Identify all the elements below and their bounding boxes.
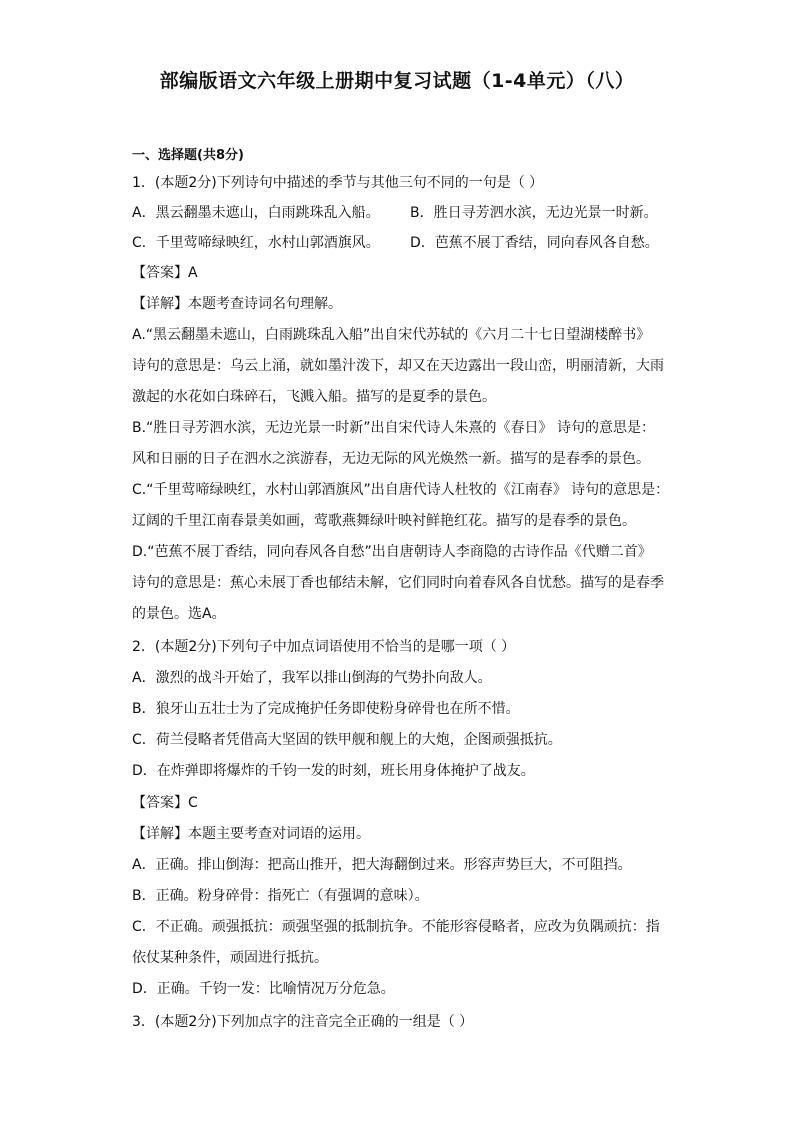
page-title: 部编版语文六年级上册期中复习试题（1-4单元）（八）	[159, 70, 635, 92]
question-1-explanation-line: C.“千里莺啼绿映红，水村山郭酒旗风”出自唐代诗人杜牧的《江南春》 诗句的意思是：	[132, 482, 670, 498]
question-1-explanation-line: 辽阔的千里江南春景美如画，莺歌燕舞绿叶映衬鲜艳红花。描写的是春季的景色。	[132, 513, 636, 529]
question-3-stem: 3．(本题2分)下列加点字的注音完全正确的一组是（ ）	[132, 1014, 474, 1030]
question-1-explanation-line: A.“黑云翻墨未遮山，白雨跳珠乱入船”出自宋代苏轼的《六月二十七日望湖楼醉书》	[132, 327, 651, 343]
question-2-option-a: A．激烈的战斗开始了，我军以排山倒海的气势扑向敌人。	[132, 670, 492, 686]
question-1-option-d: D．芭蕉不展丁香结，同向春风各自愁。	[410, 235, 659, 251]
question-1-explanation-line: 风和日丽的日子在泗水之滨游春，无边无际的风光焕然一新。描写的是春季的景色。	[132, 451, 650, 467]
question-1-stem: 1．(本题2分)下列诗句中描述的季节与其他三句不同的一句是（ ）	[132, 175, 544, 191]
question-2-explanation-line: C．不正确。顽强抵抗：顽强坚强的抵制抗争。不能形容侵略者，应改为负隅顽抗：指	[132, 919, 660, 935]
question-2-option-d: D．在炸弹即将爆炸的千钧一发的时刻，班长用身体掩护了战友。	[132, 763, 535, 779]
question-1-explanation-line: 激起的水花如白珠碎石，飞溅入船。描写的是夏季的景色。	[132, 389, 496, 405]
question-2-explanation-line: A．正确。排山倒海：把高山推开，把大海翻倒过来。形容声势巨大，不可阻挡。	[132, 857, 632, 873]
question-2-explanation-line: D．正确。千钧一发：比喻情况万分危急。	[132, 981, 395, 997]
question-2-explanation-line: B．正确。粉身碎骨：指死亡（有强调的意味）。	[132, 888, 429, 904]
question-1-explanation-line: B.“胜日寻芳泗水滨，无边光景一时新”出自宋代诗人朱熹的《春日》 诗句的意思是：	[132, 420, 656, 436]
question-2-option-b: B．狼牙山五壮士为了完成掩护任务即使粉身碎骨也在所不惜。	[132, 701, 520, 717]
question-2-stem: 2．(本题2分)下列句子中加点词语使用不恰当的是哪一项（ ）	[132, 639, 516, 655]
section-heading: 一、选择题(共8分)	[132, 148, 244, 163]
question-1-answer: 【答案】A	[132, 265, 198, 281]
question-1-detail: 【详解】本题考查诗词名句理解。	[132, 296, 342, 312]
question-2-explanation-line: 依仗某种条件，顽固进行抵抗。	[132, 950, 328, 966]
question-1-explanation-line: 诗句的意思是：乌云上涌，就如墨汁泼下，却又在天边露出一段山峦，明丽清新，大雨	[132, 358, 664, 374]
question-2-answer: 【答案】C	[132, 795, 198, 811]
question-1-explanation-line: 的景色。选A。	[132, 606, 226, 622]
question-1-explanation-line: D.“芭蕉不展丁香结，同向春风各自愁”出自唐朝诗人李商隐的古诗作品《代赠二首》	[132, 544, 652, 560]
question-2-option-c: C．荷兰侵略者凭借高大坚固的铁甲舰和舰上的大炮，企图顽强抵抗。	[132, 732, 562, 748]
question-2-detail: 【详解】本题主要考查对词语的运用。	[132, 826, 370, 842]
question-1-option-a: A．黑云翻墨未遮山，白雨跳珠乱入船。	[132, 205, 380, 221]
question-1-option-b: B．胜日寻芳泗水滨，无边光景一时新。	[410, 205, 658, 221]
question-1-option-c: C．千里莺啼绿映红，水村山郭酒旗风。	[132, 235, 380, 251]
question-1-explanation-line: 诗句的意思是：蕉心未展丁香也郁结未解，它们同时向着春风各自忧愁。描写的是春季	[132, 575, 664, 591]
